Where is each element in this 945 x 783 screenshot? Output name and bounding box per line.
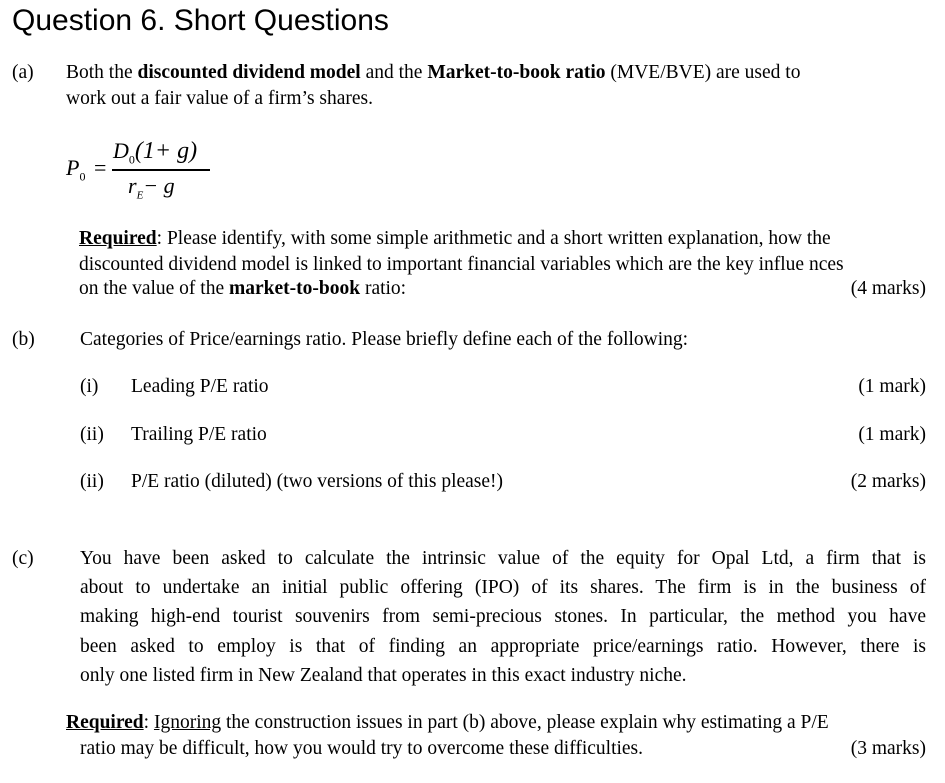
part-b-item-text: P/E ratio (diluted) (two versions of this please!) (131, 471, 504, 492)
part-b-item-marks: (1 mark) (858, 376, 926, 397)
formula-num-rest: (1+ g) (134, 138, 198, 164)
req-c-pre: : (143, 712, 154, 733)
required-label-a: Required (79, 228, 157, 249)
part-b-item-num: (ii) (80, 471, 104, 492)
formula-denominator (128, 173, 175, 201)
formula-equals: = (94, 155, 107, 180)
formula-num-d: D (113, 138, 129, 163)
part-c-line: been asked to employ is that of finding an appropriate price/earnings ratio. However, there is (80, 636, 926, 657)
part-b-item-marks: (1 mark) (858, 424, 926, 445)
intro-line1-pre: Both the (66, 62, 138, 83)
part-c-required-line2: ratio may be difficult, how you would try to overcome these difficulties. (80, 738, 644, 759)
formula-den-r: r (128, 173, 137, 198)
ddm-formula (66, 135, 236, 205)
part-c-line: making high-end tourist souvenirs from semi-precious stones. In particular, the method you have (80, 606, 926, 627)
intro-line1-post: (MVE/BVE) are used to (605, 62, 801, 83)
term-mtb: Market-to-book ratio (427, 62, 606, 83)
part-b-intro: Categories of Price/earnings ratio. Please briefly define each of the following: (80, 329, 689, 350)
formula-lhs (66, 155, 85, 184)
part-a-required-line3 (79, 278, 406, 300)
required-label-c: Required (66, 712, 144, 733)
req-a-line3-pre: on the value of the (79, 278, 229, 299)
part-a-required-line2: discounted dividend model is linked to important financial variables which are the key influe nces (79, 254, 844, 275)
intro-line1-mid: and the (360, 62, 428, 83)
req-a-line3-post: ratio: (360, 278, 407, 299)
req-a-line1: : Please identify, with some simple arithmetic and a short written explanation, how the (156, 228, 831, 249)
part-b-item-marks: (2 marks) (850, 471, 926, 492)
part-b-label: (b) (12, 329, 35, 350)
part-b-item-num: (i) (80, 376, 99, 397)
part-c-required-line1 (66, 712, 829, 734)
part-a-marks: (4 marks) (850, 278, 926, 299)
formula-den-r-sub: E (136, 189, 144, 202)
part-a-required-line1 (79, 228, 831, 250)
term-market-to-book: market-to-book (229, 278, 361, 299)
term-ddm: discounted dividend model (137, 62, 361, 83)
part-a-intro-line1 (66, 62, 800, 84)
formula-lhs-sub: 0 (79, 169, 86, 184)
part-a-label: (a) (12, 62, 34, 83)
page-title: Question 6. Short Questions (12, 4, 389, 37)
formula-den-rest: − g (143, 173, 175, 198)
part-c-label: (c) (12, 548, 34, 569)
part-c-line: You have been asked to calculate the intrinsic value of the equity for Opal Ltd, a firm that is (80, 548, 926, 569)
part-c-line: about to undertake an initial public offering (IPO) of its shares. The firm is in the business of (80, 577, 926, 598)
formula-lhs-p: P (66, 155, 80, 180)
req-c-ignoring: Ignoring (153, 712, 222, 733)
part-c-line: only one listed firm in New Zealand that operates in this exact industry niche. (80, 665, 687, 686)
part-a-intro-line2: work out a fair value of a firm’s shares. (66, 88, 374, 109)
formula-num-d-sub: 0 (128, 152, 135, 167)
part-b-item-num: (ii) (80, 424, 104, 445)
req-c-line1-post: the construction issues in part (b) above, please explain why estimating a P/E (221, 712, 829, 733)
formula-fraction-bar (112, 169, 210, 171)
part-c-marks: (3 marks) (850, 738, 926, 759)
part-b-item-text: Trailing P/E ratio (131, 424, 267, 445)
formula-numerator (113, 138, 197, 167)
part-b-item-text: Leading P/E ratio (131, 376, 269, 397)
